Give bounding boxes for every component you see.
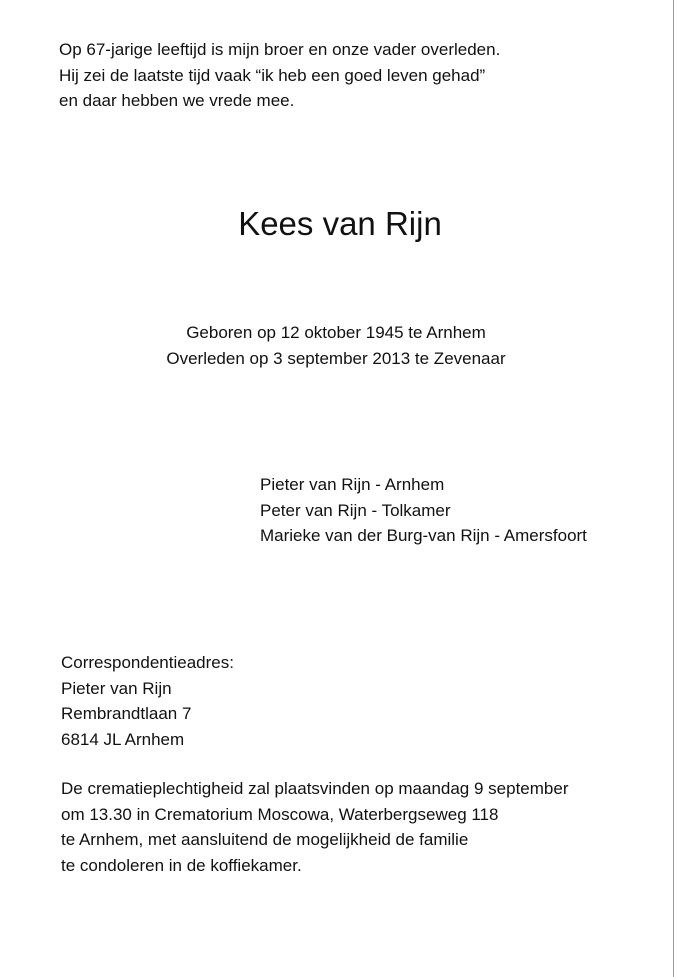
ceremony-line: De crematieplechtigheid zal plaatsvinden op maandag 9 september bbox=[61, 779, 569, 798]
ceremony-details bbox=[61, 776, 568, 878]
death-date: Overleden op 3 september 2013 te Zevenaar bbox=[166, 348, 506, 368]
page-edge-line bbox=[673, 0, 674, 977]
intro-line: Hij zei de laatste tijd vaak “ik heb een goed leven gehad” bbox=[59, 65, 486, 85]
ceremony-line: om 13.30 in Crematorium Moscowa, Waterbergseweg 118 bbox=[61, 804, 499, 824]
family-member: Pieter van Rijn - Arnhem bbox=[260, 475, 445, 494]
life-dates bbox=[0, 320, 672, 371]
family-member: Marieke van der Burg-van Rijn - Amersfoort bbox=[260, 526, 587, 545]
birth-date: Geboren op 12 oktober 1945 te Arnhem bbox=[186, 323, 486, 342]
address-name: Pieter van Rijn bbox=[61, 678, 172, 698]
address-street: Rembrandtlaan 7 bbox=[61, 704, 192, 723]
intro-line: en daar hebben we vrede mee. bbox=[59, 91, 295, 110]
ceremony-line: te condoleren in de koffiekamer. bbox=[61, 855, 302, 875]
ceremony-line: te Arnhem, met aansluitend de mogelijkheid de familie bbox=[61, 830, 469, 849]
family-member: Peter van Rijn - Tolkamer bbox=[260, 500, 451, 520]
deceased-name: Kees van Rijn bbox=[238, 205, 442, 242]
correspondence-address bbox=[61, 650, 234, 752]
intro-text bbox=[59, 37, 500, 114]
address-heading: Correspondentieadres: bbox=[61, 653, 234, 672]
address-city: 6814 JL Arnhem bbox=[61, 729, 185, 749]
family-members-list bbox=[260, 472, 587, 549]
intro-line: Op 67-jarige leeftijd is mijn broer en onze vader overleden. bbox=[59, 40, 501, 59]
